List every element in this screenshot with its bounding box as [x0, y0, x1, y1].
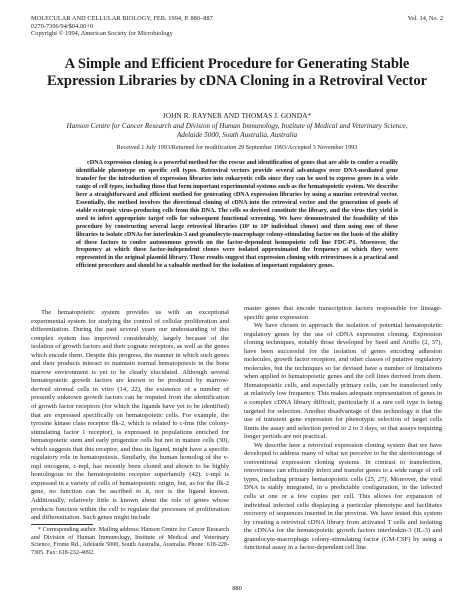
corresponding-author-footnote: * Corresponding author. Mailing address: Hanson Centre for Cancer Research and Division of Human Immunology, Institute of Medical and Veterinary Science, Frome Rd., Adelaide 5000, South Australia, Australia. Phone: 618-228-7305. Fax: 618-232-4092. [31, 527, 229, 557]
page-number: 880 [232, 585, 242, 592]
copyright-line: Copyright © 1994, American Society for Microbiology [31, 30, 173, 38]
body-paragraph: master genes that encode transcription factors responsible for lineage-specific gene expression. [244, 305, 442, 321]
journal-citation: MOLECULAR AND CELLULAR BIOLOGY, FEB. 1994, P. 880–887 [31, 15, 213, 22]
running-header [31, 15, 213, 38]
body-paragraph: The hematopoietic system provides us with an exceptional experimental system for studying the control of cellular proliferation and differentiation. During the past several years our understanding of this complex system has improved considerably, largely because of the isolation of growth factors and their cognate receptors, as well as the genes which encode them. Despite this progress, the manner in which such genes and their products interact to maintain normal hematopoiesis in the bone marrow environment is yet to be clearly elucidated. Although several hematopoietic growth factors are known to be produced by marrow-derived stromal cells in vitro (14, 22), the existence of a number of presently unknown growth factors can be imputed from the identification of growth factor receptors (for which the ligands have yet to be identified) that are expressed specifically on hematopoietic cells. For example, the tyrosine kinase class receptor flk-2, which is related to c-fms (the colony-stimulating factor 1 receptor), is expressed in populations enriched for hematopoietic stem and early progenitor cells but not in mature cells (30), which suggests that this receptor, and thus its ligand, might have a specific regulatory role in hematopoiesis. Similarly, the human homolog of the v-mpl oncogene, c-mpl, has recently been cloned and shown to be highly homologous to the hematopoietin receptor superfamily (42). c-mpl is expressed in a variety of cells of hematopoietic origin, but, as for the flk-2 gene, no function can be ascribed to it, nor is the ligand known. Additionally, relatively little is known about the role of genes whose products function within the cell to regulate the processes of proliferation and differentiation. Such genes might include [31, 309, 229, 522]
footnote-rule [31, 524, 93, 525]
body-column-left [31, 309, 229, 523]
author-list: JOHN R. RAYNER AND THOMAS J. GONDA* [162, 111, 312, 120]
affiliation: Hanson Centre for Cancer Research and Division of Human Immunology, Institute of Medical and Veterinary Science, Adelaide 5000, South Australia, Australia [66, 122, 408, 140]
body-column-right [244, 305, 442, 553]
body-paragraph: We have chosen to approach the isolation of potential hematopoietic regulatory genes by the use of cDNA expression cloning. Expression cloning techniques, notably those developed by Seed and Aruffo (2, 37), have been successful for the isolation of genes encoding adhesion molecules, growth factor receptors, and other classes of putative regulatory molecules, but the techniques so far devised have a number of limitations when applied to hematopoietic genes and the cell lines derived from them. Hematopoietic cells, and especially primary cells, can be transfected only at relatively low frequency. This makes adequate representation of genes in a complex cDNA library difficult, particularly if a rare cell type is being targeted for selection. Another disadvantage of this technology is that the use of transient gene expression for phenotypic selection of target cells limits the assay and selection period to 2 to 3 days, so that assays requiring longer periods are not practical. [244, 322, 442, 441]
issn-code: 0270-7306/94/$04.00+0 [31, 22, 94, 30]
article-title: A Simple and Efficient Procedure for Generating Stable Expression Libraries by cDNA Cloning in a Retroviral Vector [46, 56, 427, 89]
body-paragraph: We describe here a retroviral expression cloning system that we have developed to address many of what we perceive to be the shortcomings of conventional expression cloning systems. In contrast to transfection, retroviruses can efficiently infect and transfer genes to a wide range of cell types, including primary hematopoietic cells (25, 27). Moreover, the viral DNA is stably integrated, in a predictable configuration, in the infected cells at one or a few copies per cell. This allows for expansion of individual infected cells displaying a particular phenotype and facilitates recovery of sequences inserted in the provirus. We have tested this system by creating a retroviral cDNA library from activated T cells and isolating the cDNAs for the hematopoietic growth factors interleukin-3 (IL-3) and granulocyte-macrophage colony-stimulating factor (GM-CSF) by using a functional assay in a factor-dependent cell line. [244, 441, 442, 552]
received-dates: Received 1 July 1993/Returned for modification 29 September 1993/Accepted 3 November 1993 [116, 144, 358, 151]
volume-label: Vol. 14, No. 2 [407, 15, 443, 22]
abstract: cDNA expression cloning is a powerful method for the rescue and identification of genes that are able to confer a readily identifiable phenotype on specific cell types. Retroviral vectors provide several advantages over DNA-mediated gene transfer for the introduction of expression libraries into eukaryotic cells since they can be used to express genes in a wide range of cell types, including those that form important experimental systems such as the hematopoietic system. We describe here a straightforward and efficient method for generating cDNA expression libraries by using a murine retroviral vector. Essentially, the method involves the directional cloning of cDNA into the retroviral vector and the generation of pools of stable ecotropic virus-producing cells from this DNA. The cells so derived constitute the library, and the virus they yield is used to infect appropriate target cells for subsequent functional screening. We have demonstrated the feasibility of this procedure by constructing several large retroviral libraries (10⁵ to 10⁶ individual clones) and then using one of these libraries to isolate cDNAs for interleukin-3 and granulocyte-macrophage colony-stimulating factor on the basis of the ability of these factors to confer autonomous growth on the factor-dependent hemopoietic cell line FDC-P1. Moreover, the frequency at which these factor-independent clones were isolated approximated the frequency at which they were represented in the original plasmid library. These results suggest that expression cloning with retroviruses is a practical and efficient procedure and should be a valuable method for the isolation of important regulatory genes. [76, 160, 398, 270]
